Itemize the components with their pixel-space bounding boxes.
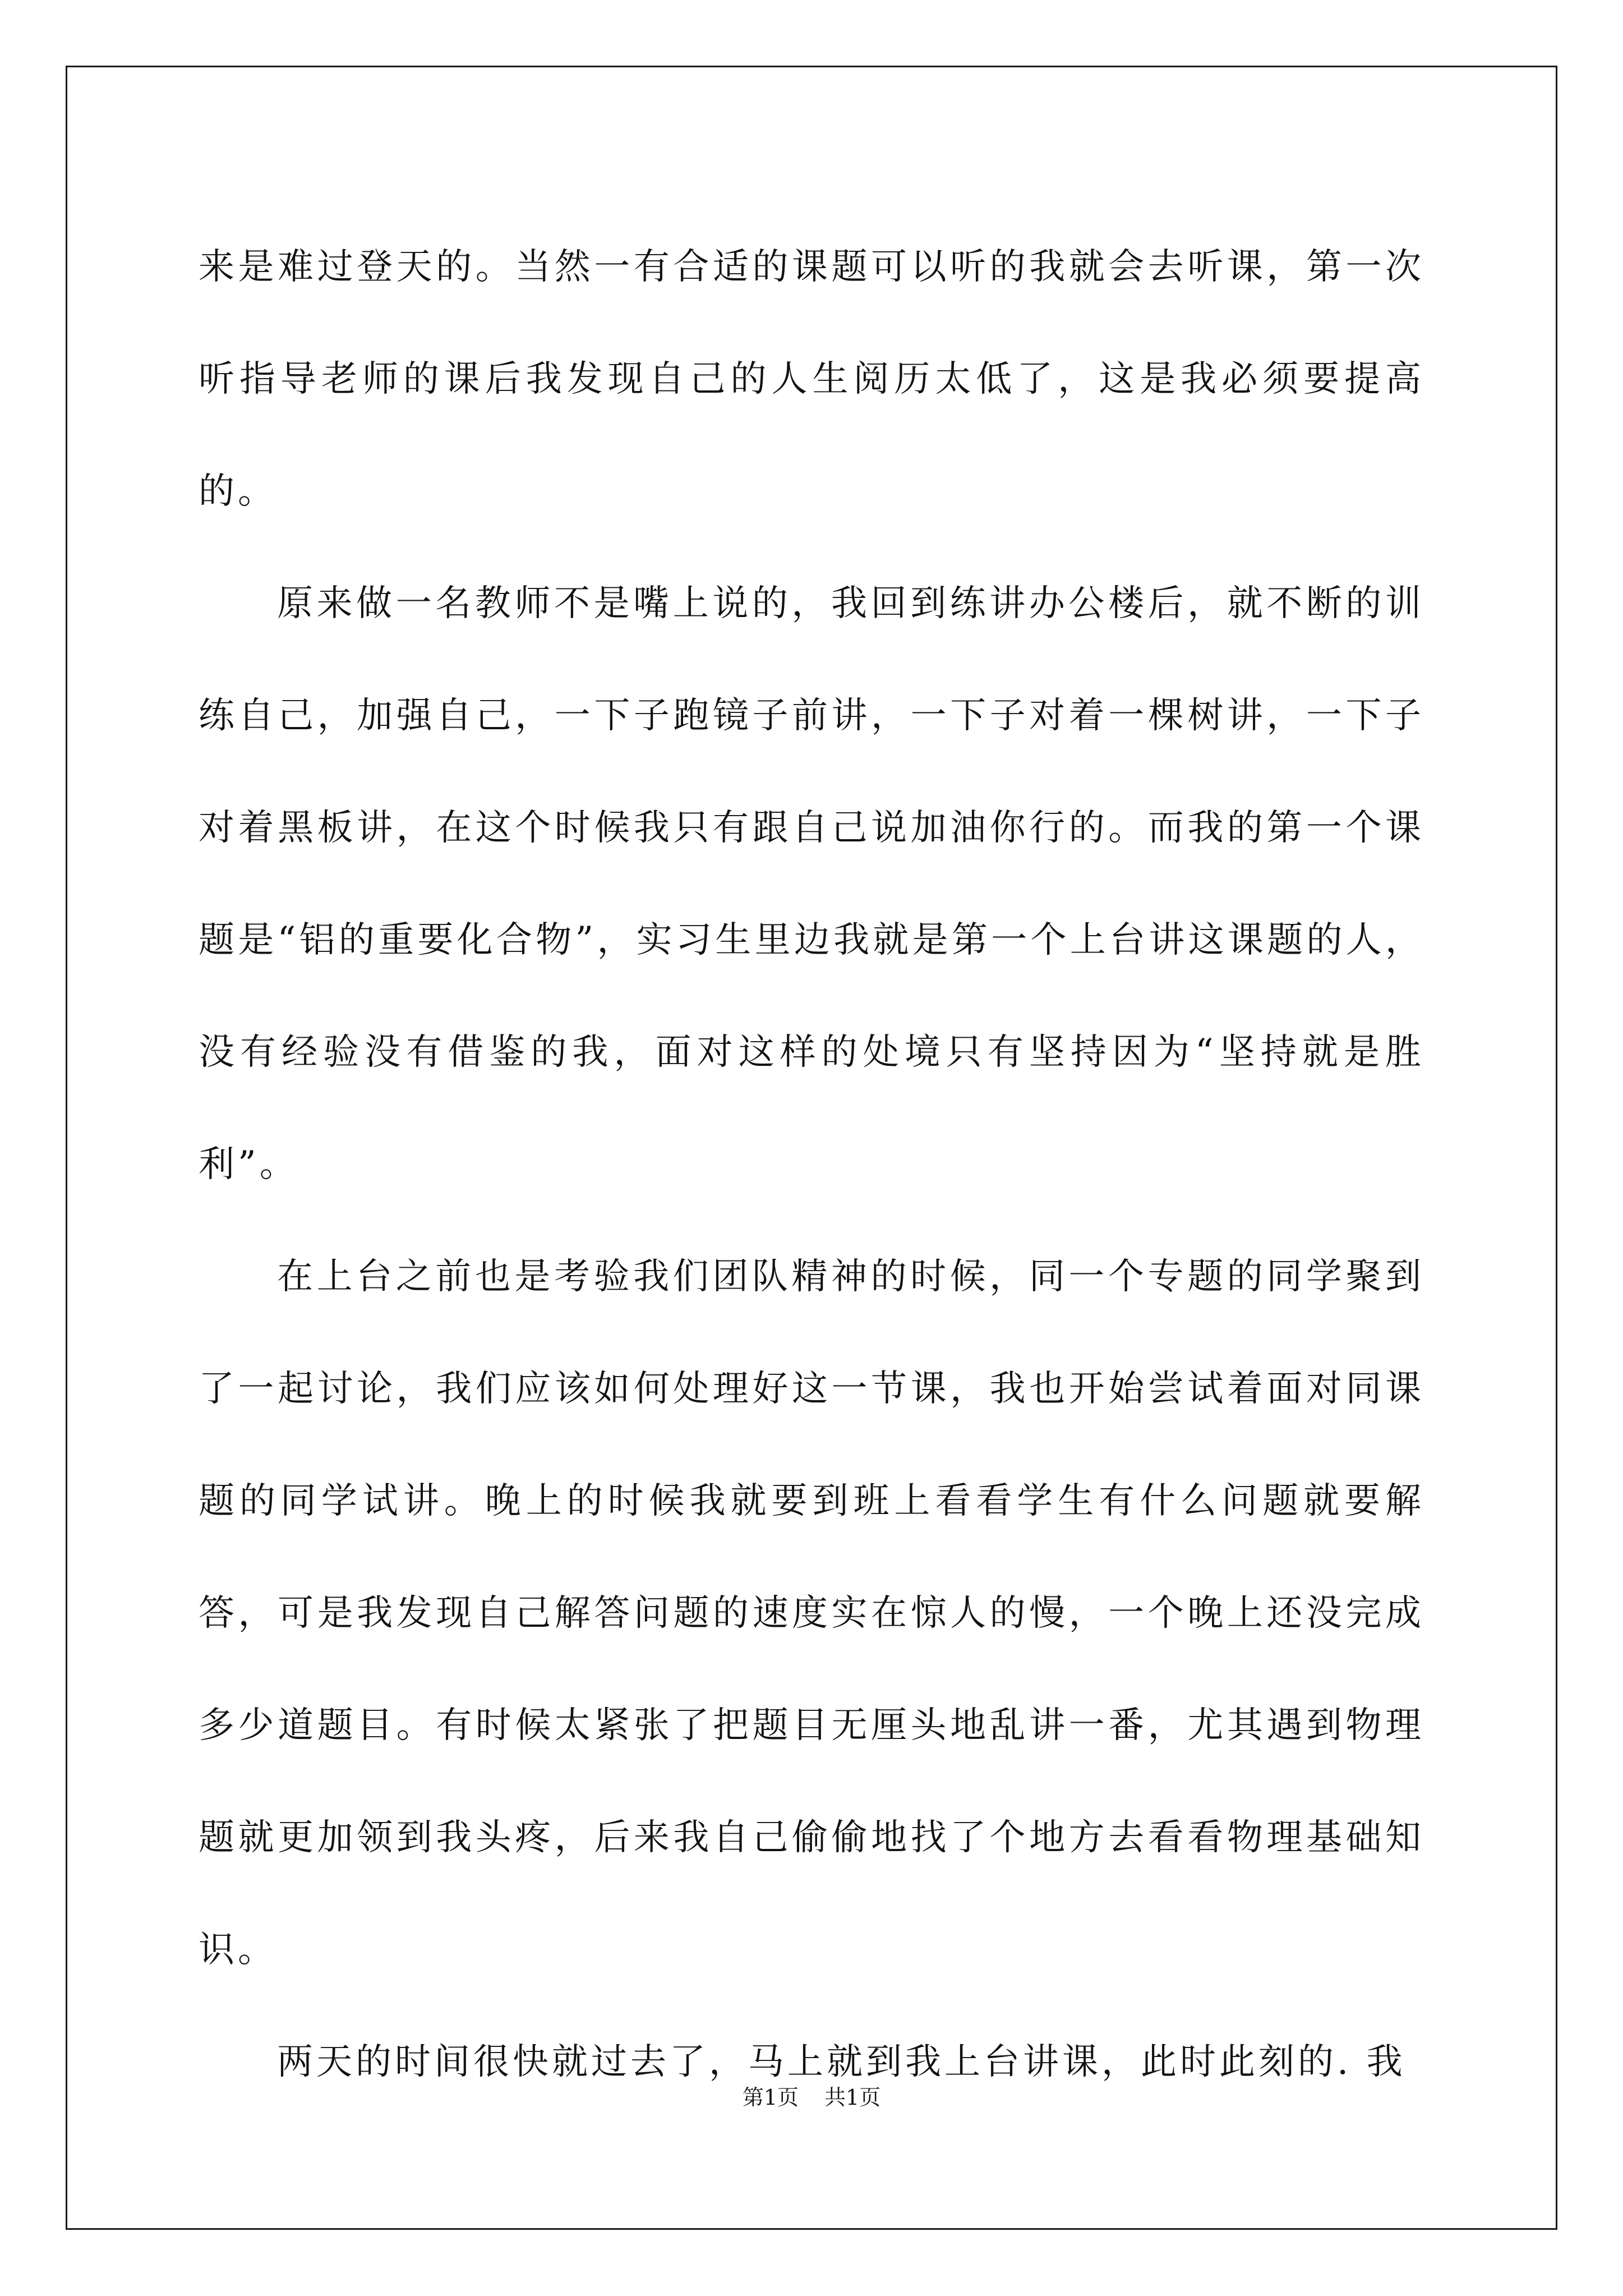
paragraph-teacher-training: 原来做一名教师不是嘴上说的，我回到练讲办公楼后，就不断的训练自己，加强自己，一下子跑镜子前讲，一下子对着一棵树讲，一下子对着黑板讲，在这个时候我只有跟自己说加油你行的。而我的第一个课题是“铝的重要化合物”，实习生里边我就是第一个上台讲这课题的人，没有经验没有借鉴的我，面对这样的处境只有坚持因为“坚持就是胜利”。 [199, 583, 1424, 1185]
page-footer [0, 2084, 1623, 2111]
page-number: 第1页 [742, 2085, 799, 2110]
page-total: 共1页 [824, 2085, 881, 2110]
paragraph-team-preparation: 在上台之前也是考验我们团队精神的时候，同一个专题的同学聚到了一起讨论，我们应该如何处理好这一节课，我也开始尝试着面对同课题的同学试讲。晚上的时候我就要到班上看看学生有什么问题就要解答，可是我发现自己解答问题的速度实在惊人的慢，一个晚上还没完成多少道题目。有时候太紧张了把题目无厘头地乱讲一番，尤其遇到物理题就更加领到我头疼，后来我自己偷偷地找了个地方去看看物理基础知识。 [199, 1256, 1424, 1971]
paragraph-two-days-later: 两天的时间很快就过去了，马上就到我上台讲课，此时此刻的. 我 [277, 2041, 1406, 2083]
document-body [199, 211, 1424, 2118]
paragraph-continuation: 来是难过登天的。当然一有合适的课题可以听的我就会去听课，第一次听指导老师的课后我发现自己的人生阅历太低了，这是我必须要提高的。 [199, 246, 1424, 512]
